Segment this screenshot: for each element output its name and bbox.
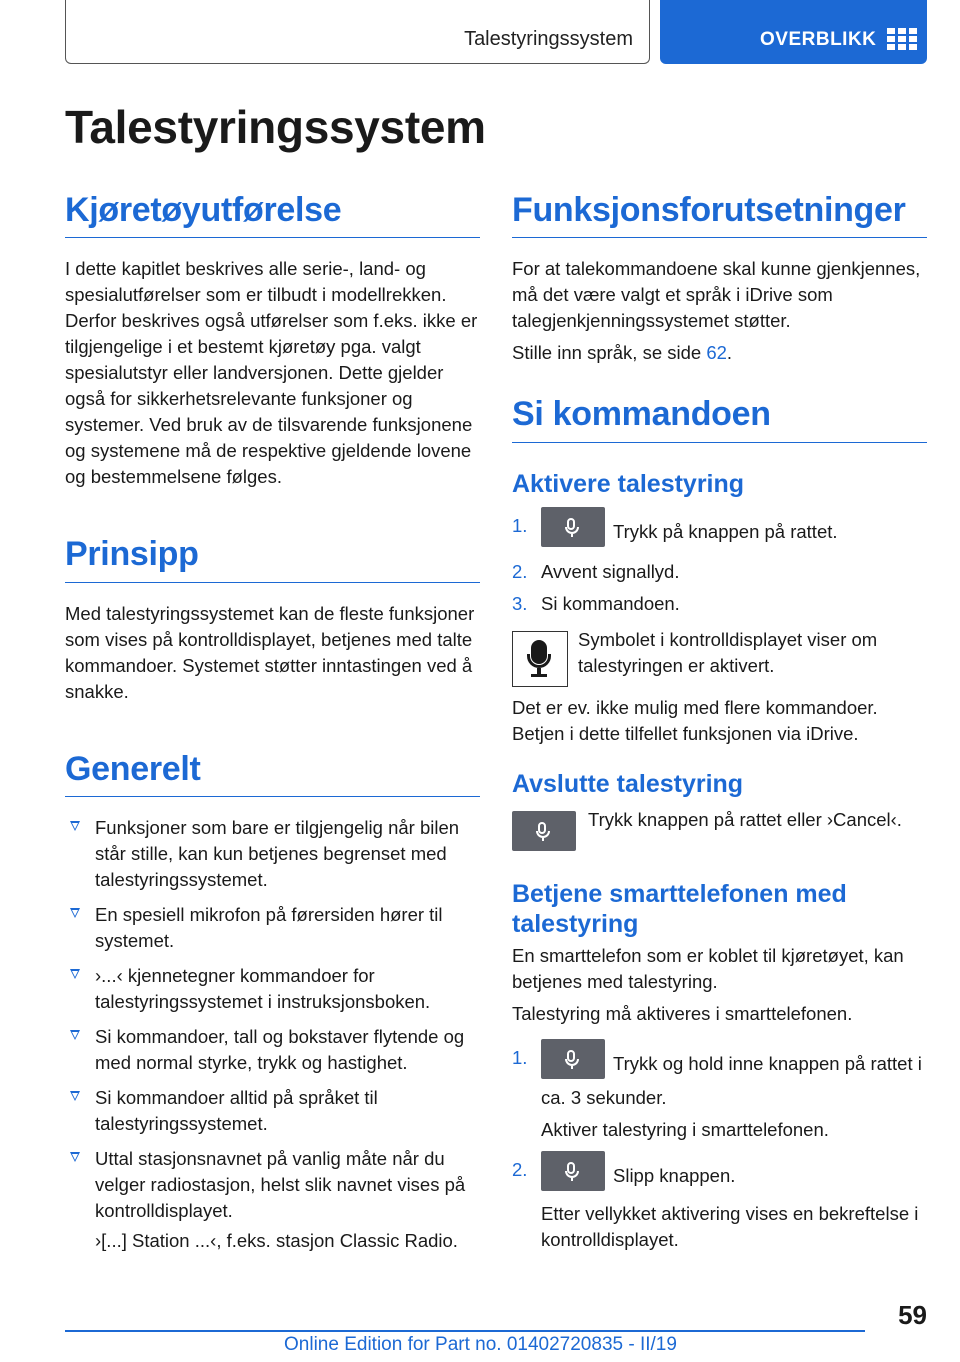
general-note: ›[...] Station ...‹, f.eks. stasjon Classic Radio. bbox=[95, 1230, 458, 1252]
page-title: Talestyringssystem bbox=[65, 101, 486, 153]
page-number: 59 bbox=[898, 1300, 927, 1330]
symbol-text: Symbolet i kontrolldisplayet viser om talestyringen er aktivert. bbox=[578, 628, 878, 676]
list-item: Uttal stasjonsnavnet på vanlig måte når du velger radiostasjon, helst slik navnet vises på kontrolldisplayet. bbox=[65, 1146, 480, 1224]
triangle-bullet-icon bbox=[70, 1030, 80, 1040]
list-item: Funksjoner som bare er tilgjengelig når bilen står stille, kan kun betjenes begrenset med talestyringssystemet. bbox=[65, 815, 480, 893]
section-tab bbox=[65, 0, 650, 64]
step-item: 1. Trykk og hold inne knappen på rattet i ca. 3 sekunder. Aktiver talestyring i smarttelefonen. bbox=[512, 1045, 927, 1143]
list-item: ›...‹ kjennetegner kommandoer for talestyringssystemet i instruksjonsboken. bbox=[65, 963, 480, 1015]
microphone-button-icon bbox=[541, 1151, 605, 1191]
heading-prerequisites: Funksjonsforutsetninger bbox=[512, 192, 927, 238]
list-item: Si kommandoer, tall og bokstaver flytende og med normal styrke, trykk og hastighet. bbox=[65, 1024, 480, 1076]
page-link[interactable]: 62 bbox=[706, 342, 727, 364]
prerequisites-text: For at talekommandoene skal kunne gjenkjennes, må det være valgt et språk i iDrive som talegjenkjenningssystemet støtter. bbox=[512, 258, 921, 332]
step-item: 2. Avvent signallyd. bbox=[512, 560, 680, 582]
smartphone-text: En smarttelefon som er koblet til kjøretøyet, kan betjenes med talestyring. bbox=[512, 944, 904, 992]
end-text: Trykk knappen på rattet eller ›Cancel‹. bbox=[588, 808, 902, 830]
heading-general: Generelt bbox=[65, 751, 480, 797]
activate-steps bbox=[512, 513, 927, 617]
footer-divider bbox=[65, 1330, 865, 1332]
heading-end: Avslutte talestyring bbox=[512, 769, 744, 798]
heading-smartphone: Betjene smarttelefonen med talestyring bbox=[512, 879, 847, 938]
triangle-bullet-icon bbox=[70, 1091, 80, 1101]
overview-button-label: OVERBLIKK bbox=[760, 29, 877, 50]
set-language-text: Stille inn språk, se side 62. bbox=[512, 342, 733, 364]
page-header bbox=[65, 0, 927, 64]
overview-button[interactable] bbox=[660, 0, 927, 64]
heading-vehicle-version: Kjøretøyutførelse bbox=[65, 192, 480, 238]
section-label: Talestyringssystem bbox=[464, 28, 633, 50]
microphone-button-icon bbox=[541, 507, 605, 547]
list-item: En spesiell mikrofon på førersiden hører til systemet. bbox=[65, 902, 480, 954]
triangle-bullet-icon bbox=[70, 908, 80, 918]
footer-text: Online Edition for Part no. 01402720835 - II/19 bbox=[284, 1334, 677, 1355]
right-column bbox=[512, 192, 927, 1259]
step-item: 2. Slipp knappen. Etter vellykket aktivering vises en bekreftelse i kontrolldisplayet. bbox=[512, 1157, 927, 1253]
microphone-button-icon bbox=[541, 1039, 605, 1079]
grid-icon bbox=[887, 28, 917, 50]
heading-principle: Prinsipp bbox=[65, 536, 480, 582]
heading-activate: Aktivere talestyring bbox=[512, 469, 745, 498]
left-column bbox=[65, 192, 480, 1254]
triangle-bullet-icon bbox=[70, 1152, 80, 1162]
triangle-bullet-icon bbox=[70, 969, 80, 979]
list-item: Si kommandoer alltid på språket til talestyringssystemet. bbox=[65, 1085, 480, 1137]
not-possible-text: Det er ev. ikke mulig med flere kommandoer. Betjen i dette tilfellet funksjonen via iDrive. bbox=[512, 696, 878, 744]
activate-phone-text: Talestyring må aktiveres i smarttelefonen. bbox=[512, 1002, 853, 1024]
phone-steps bbox=[512, 1045, 927, 1253]
principle-text: Med talestyringssystemet kan de fleste funksjoner som vises på kontrolldisplayet, betjenes med talte kommandoer. Systemet støtter inntastingen ved å snakke. bbox=[65, 602, 475, 702]
triangle-bullet-icon bbox=[70, 821, 80, 831]
vehicle-version-text: I dette kapitlet beskrives alle serie-, land- og spesialutførelser som er tilbudt i modellrekken. Derfor beskrives også utførelser som f.eks. ikke er tilgjengelige i et bestemt kjøretøy pga. valgt spesialutstyr eller landversjonen. Dette gjelder også for sikkerhetsrelevante funksjoner og systemer. Ved bruk av de tilsvarende funksjonene og systemene må de respektive gjeldende lovene og bestemmelsene følges. bbox=[65, 258, 478, 488]
symbol-row bbox=[512, 627, 927, 685]
heading-say-command: Si kommandoen bbox=[512, 396, 927, 442]
end-row bbox=[512, 807, 927, 853]
step-item: 1. Trykk på knappen på rattet. bbox=[512, 513, 927, 553]
step-item: 3. Si kommandoen. bbox=[512, 592, 680, 614]
general-list bbox=[65, 815, 480, 1224]
microphone-button-icon bbox=[512, 811, 576, 851]
microphone-symbol-icon bbox=[512, 631, 568, 687]
